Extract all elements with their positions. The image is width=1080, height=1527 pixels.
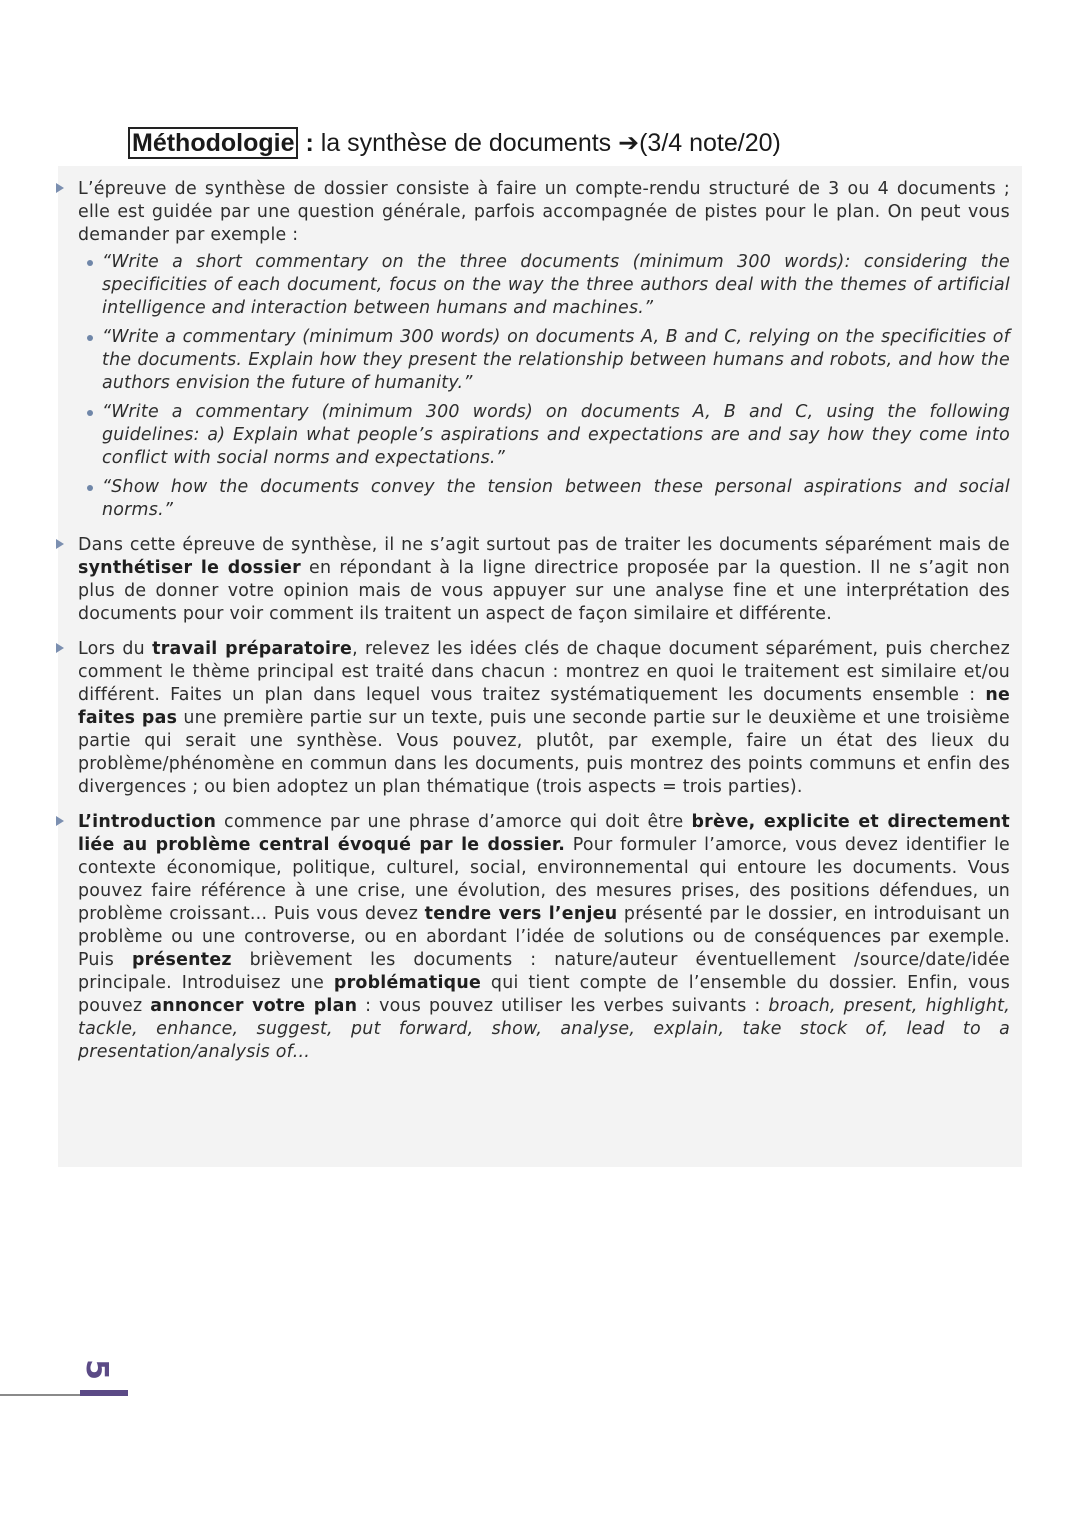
emphasis-text: présentez — [131, 950, 232, 970]
example-text: “Write a commentary (minimum 300 words) on documents A, B and C, relying on the specificities of the documents. Explain how they present the relationship between humans and robots, and how the authors envision the future of humanity.” — [102, 327, 1010, 393]
example-item — [102, 251, 1010, 320]
text-run: Pour formuler l’amorce, vous devez identifier le contexte économique, politique, culturel, social, environnemental qui entoure les documents. Vous pouvez faire référence à une crise, une évolution, des mesures prises, des positions défendues, un problème croissant... Puis vous devez — [78, 835, 1010, 924]
text-run: Lors du — [78, 639, 153, 659]
bullet-arrow-icon — [56, 643, 64, 653]
emphasis-text: annoncer votre plan — [150, 996, 358, 1016]
title-methodologie: Méthodologie — [128, 127, 298, 159]
text-run: : vous pouvez utiliser les verbes suivants : — [357, 996, 769, 1016]
bullet-dot-icon — [87, 485, 93, 491]
page-number: 5 — [78, 1359, 114, 1380]
bullet-arrow-icon — [56, 183, 64, 193]
text-run: commence par une phrase d’amorce qui doit être — [216, 812, 692, 832]
title-grade: (3/4 note/20) — [639, 129, 781, 157]
example-text: “Write a short commentary on the three documents (minimum 300 words): considering the specificities of each document, focus on the way the three authors deal with the themes of artificial intelligence and interaction between humans and machines.” — [102, 252, 1010, 318]
paragraph-travail-preparatoire — [70, 638, 1010, 799]
bullet-arrow-icon — [56, 816, 64, 826]
text-run: qui tient compte de l’ensemble du dossier. Enfin, vous pouvez — [78, 973, 1010, 1016]
text-run: Dans cette épreuve de synthèse, il ne s’agit surtout pas de traiter les documents séparément mais de — [78, 535, 1010, 555]
text-run: présenté par le dossier, en introduisant un problème ou une controverse, ou en abordant l’idée de solutions ou de conséquences par exemple. Puis — [78, 904, 1010, 970]
paragraph-text: L’épreuve de synthèse de dossier consiste à faire un compte-rendu structuré de 3 ou 4 documents ; elle est guidée par une question générale, parfois accompagnée de pistes pour le plan. On peut vous demander par exemple : — [78, 179, 1010, 245]
text-run: brièvement les documents : nature/auteur éventuellement /source/date/idée principale. Introduisez une — [78, 950, 1011, 993]
text-run: , relevez les idées clés de chaque document séparément, puis cherchez comment le thème principal est traité dans chacun : montrez en quoi le traitement est similaire et/ou différent. Faites un plan dans lequel vous traitez systématiquement les documents ensemble : — [78, 639, 1010, 705]
emphasis-text: tendre vers l’enjeu — [424, 904, 618, 924]
methodology-content — [70, 178, 1010, 1076]
example-text: “Write a commentary (minimum 300 words) on documents A, B and C, using the following guidelines: a) Explain what people’s aspirations and expectations are and say how they come into conflict with social norms and expectations.” — [102, 402, 1010, 468]
bullet-dot-icon — [87, 335, 93, 341]
bullet-dot-icon — [87, 410, 93, 416]
emphasis-text: synthétiser le dossier — [78, 558, 301, 578]
emphasis-text: problématique — [333, 973, 482, 993]
footer-rule — [0, 1394, 80, 1396]
text-run: une première partie sur un texte, puis une seconde partie sur le deuxième et une troisième partie qui serait une synthèse. Vous pouvez, plutôt, par exemple, faire un état des lieux du problème/phénomène en commun dans les documents, puis montrez des points communs et enfin des divergences ; ou bien adoptez un plan thématique (trois aspects = trois parties). — [78, 708, 1010, 797]
text-run: en répondant à la ligne directrice proposée par la question. Il ne s’agit non plus de donner votre opinion mais de vous appuyer sur une analyse fine et une interprétation des documents pour voir comment ils traitent un aspect de façon similaire et différente. — [78, 558, 1010, 624]
example-item — [102, 476, 1010, 522]
paragraph-epreuve — [70, 178, 1010, 522]
paragraph-synthese — [70, 534, 1010, 626]
paragraph-introduction — [70, 811, 1010, 1064]
page-title — [128, 128, 781, 158]
bullet-dot-icon — [87, 260, 93, 266]
emphasis-text: L’introduction — [78, 812, 217, 832]
verb-list: broach, present, highlight, tackle, enhance, suggest, put forward, show, analyse, explain, take stock of, lead to a presentation/analysis of... — [78, 996, 1011, 1062]
title-text: la synthèse de documents — [320, 129, 612, 157]
emphasis-text: travail préparatoire — [152, 639, 353, 659]
example-item — [102, 401, 1010, 470]
emphasis-text: ne faites pas — [78, 685, 1010, 728]
bullet-arrow-icon — [56, 539, 64, 549]
arrow-right-icon: ➔ — [618, 129, 640, 157]
emphasis-text: brève, explicite et directement liée au problème central évoqué par le dossier. — [78, 812, 1010, 855]
example-text: “Show how the documents convey the tension between these personal aspirations and social norms.” — [102, 477, 1010, 520]
example-item — [102, 326, 1010, 395]
title-separator: : — [305, 129, 314, 157]
footer-accent-bar — [80, 1390, 128, 1396]
